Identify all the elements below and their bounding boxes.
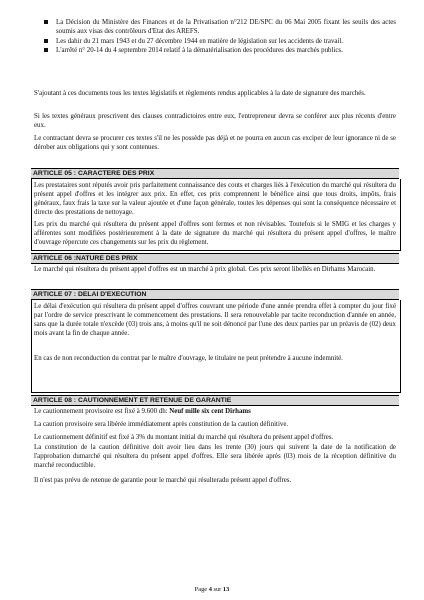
article-05-paragraph: Les prix du marché qui résultera du présent appel d'offres sont fermes et non révisables. Toutefois si le SMIG et les charges y afférentes sont modifiées postérieurement à la date de signature du marché qui résultera du présent appel d'offres, le maître d'ouvrage répercute ces changements sur les prix du règlement. <box>34 221 396 247</box>
article-08-paragraph: La constitution de la caution définitive doit avoir lieu dans les trente (30) jours qui suivent la date de la notification de l'approbation dumarché qui résultera du présent appel d'offres. Elle sera libérée après (03) mois de la réception définitive du marché reconductible. <box>34 444 396 470</box>
article-08-paragraph: Il n'est pas prévu de retenue de garantie pour le marché qui résulteradu présent appel d'offres. <box>34 477 292 484</box>
list-item: Les dahir du 21 mars 1943 et du 27 décembre 1944 en matière de législation sur les accidents de travail. <box>34 37 396 46</box>
total-pages: 13 <box>222 586 230 593</box>
bullet-icon <box>44 39 48 43</box>
article-05-paragraph: Les prestataires sont réputés avoir pris parfaitement connaissance des couts et charges liés à l'exécution du marché qui résultera du présent appel d'offres et les intégrer aux prix. En effet, ces prix comprennent le bénéfice ainsi que tous droits, impôts, frais généraux, faux frais la taxe sur la valeur ajoutée et d'une façon générale, toutes les dépenses qui sont la conséquence nécessaire et directe des prestations de nettoyage. <box>34 182 396 217</box>
article-08-heading: ARTICLE 08 : CAUTIONNEMENT ET RETENUE DE GARANTIE <box>31 395 399 406</box>
list-item: L'arrêté n° 20-14 du 4 septembre 2014 relatif à la dématérialisation des procédures des marchés publics. <box>34 46 396 55</box>
article-06-heading: ARTICLE 06 :NATURE DES PRIX <box>31 253 399 264</box>
intro-paragraph: S'ajoutant à ces documents tous les textes législatifs et règlements rendus applicables à la date de signature des marchés. <box>34 90 366 97</box>
page-number: 4 <box>208 586 212 593</box>
article-07-paragraph: En cas de non reconduction du contrat par le maître d'ouvrage, le titulaire ne peut prétendre à aucune indemnité. <box>34 355 343 362</box>
article-07-paragraph: Le délai d'exécution qui résultera du présent appel d'offres couvrant une période d'une année prendra effet à compter du jour fixé par l'ordre de service prescrivant le commencement des prestations. Il sera renouvelable par tacite reconduction d'année en année, sans que la durée totale n'excède (03) trois ans, à moins qu'il ne soit dénoncé par l'une des deux parties par un préavis de (02) deux mois avant la fin de chaque année. <box>34 303 396 338</box>
legal-references-list <box>34 18 396 55</box>
intro-paragraph: Si les textes généraux prescrivent des clauses contradictoires entre eux, l'entrepreneur devra se conférer aux plus récents d'entre eux. <box>34 113 396 130</box>
bullet-icon <box>44 48 48 52</box>
article-08-caution-line: Le cautionnement provisoire est fixé à 9.600 dh: Neuf mille six cent Dirhams <box>34 408 251 415</box>
bullet-icon <box>44 20 48 24</box>
article-08-paragraph: La caution provisoire sera libérée immédiatement après constitution de la caution définitive. <box>34 421 289 428</box>
intro-paragraph: Le contractant devra se procurer ces textes s'il ne les possède pas déjà et ne pourra en aucun cas exciper de leur ignorance ni de se dérober aux obligations qui y sont contenues. <box>34 135 396 152</box>
caution-amount: Neuf mille six cent Dirhams <box>169 408 251 415</box>
article-05-heading: ARTICLE 05 : CARACTERE DES PRIX <box>31 168 399 179</box>
article-07-heading: ARTICLE 07 : DELAI D'EXECUTION <box>31 289 399 300</box>
article-06-paragraph: Le marché qui résultera du présent appel d'offres est un marché à prix global. Ces prix seront libellés en Dirhams Marocain. <box>34 266 376 273</box>
page-footer: Page 4 sur 13 <box>194 586 230 593</box>
article-08-paragraph: Le cautionnement définitif est fixé à 3% du montant initial du marché qui résultera du présent appel d'offres. <box>34 434 334 441</box>
list-item: La Décision du Ministère des Finances et de la Privatisation n°212 DE/SPC du 06 Mai 2005 fixant les seuils des actes soumis aux visas des contrôleurs d'Etat des AREFS. <box>34 18 396 36</box>
